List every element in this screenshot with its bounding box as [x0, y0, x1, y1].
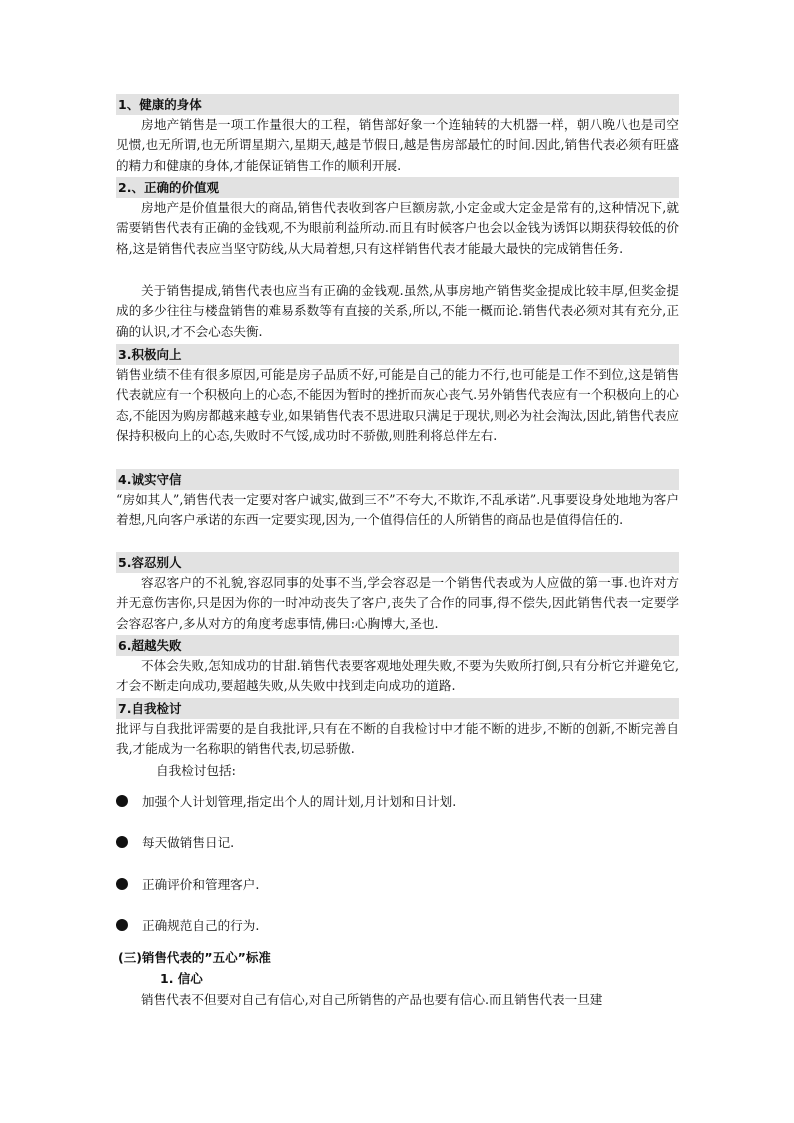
standard-paragraph: 销售代表不但要对自己有信心,对自己所销售的产品也要有信心.而且销售代表一旦建 [141, 992, 603, 1007]
list-item [116, 792, 679, 812]
list-item [116, 916, 679, 936]
section-heading-6: 6.超越失败 [116, 635, 679, 656]
section-4-paragraph: “房如其人”,销售代表一定要对客户诚实,做到三不”不夸大,不欺诈,不乱承诺”.凡事要设身处地地为客户着想,凡向客户承诺的东西一定要实现,因为,一个值得信任的人所销售的商品也是值得信任的. [116, 492, 679, 528]
section-3-paragraph: 销售业绩不佳有很多原因,可能是房子品质不好,可能是自己的能力不行,也可能是工作不到位,这是销售代表就应有一个积极向上的心态,不能因为暂时的挫折而灰心丧气.另外销售代表应有一个积极向上的心态,不能因为购房都越来越专业,如果销售代表不思进取只满足于现状,则必为社会淘汰,因此,销售代表应保持积极向上的心态,失败时不气馁,成功时不骄傲,则胜利将总伴左右. [116, 367, 679, 444]
section-heading-5: 5.容忍别人 [116, 552, 679, 573]
bullet-icon [116, 836, 128, 848]
section-2-paragraph-1: 房地产是价值量很大的商品,销售代表收到客户巨额房款,小定金或大定金是常有的,这种情况下,就需要销售代表有正确的金钱观,不为眼前利益所动.而且有时候客户也会以金钱为诱饵以期获得较低的价格,这是销售代表应当坚守防线,从大局着想,只有这样销售代表才能最大最快的完成销售任务. [116, 200, 679, 256]
list-item-text: 正确规范自己的行为. [142, 918, 260, 933]
list-item [116, 833, 679, 853]
list-item-text: 加强个人计划管理,指定出个人的周计划,月计划和日计划. [142, 794, 457, 809]
list-item-text: 正确评价和管理客户. [142, 877, 260, 892]
list-item-text: 每天做销售日记. [142, 835, 235, 850]
list-item [116, 875, 679, 895]
section-heading-2: 2.、正确的价值观 [116, 177, 679, 198]
self-review-intro: 自我检讨包括: [156, 763, 236, 778]
standard-heading: (三)销售代表的”五心”标准 [118, 950, 271, 965]
section-heading-7: 7.自我检讨 [116, 698, 679, 719]
bullet-icon [116, 878, 128, 890]
section-heading-1: 1、健康的身体 [116, 94, 679, 115]
section-1-paragraph: 房地产销售是一项工作量很大的工程，销售部好象一个连轴转的大机器一样，朝八晚八也是司空见惯,也无所谓,也无所谓星期六,星期天,越是节假日,越是售房部最忙的时间.因此,销售代表必须有旺盛的精力和健康的身体,才能保证销售工作的顺利开展. [116, 117, 679, 173]
section-2-paragraph-2: 关于销售提成,销售代表也应当有正确的金钱观.虽然,从事房地产销售奖金提成比较丰厚,但奖金提成的多少往往与楼盘销售的难易系数等有直接的关系,所以,不能一概而论.销售代表必须对其有充分,正确的认识,才不会心态失衡. [116, 283, 679, 339]
bullet-icon [116, 795, 128, 807]
standard-subheading: 1. 信心 [160, 971, 203, 986]
section-heading-3: 3.积极向上 [116, 344, 679, 365]
section-5-paragraph: 容忍客户的不礼貌,容忍同事的处事不当,学会容忍是一个销售代表或为人应做的第一事.也许对方并无意伤害你,只是因为你的一时冲动丧失了客户,丧失了合作的同事,得不偿失,因此销售代表一定要学会容忍客户,多从对方的角度考虑事情,佛曰:心胸博大,圣也. [116, 575, 679, 631]
section-7-paragraph: 批评与自我批评需要的是自我批评,只有在不断的自我检讨中才能不断的进步,不断的创新,不断完善自我,才能成为一名称职的销售代表,切忌骄傲. [116, 721, 679, 757]
section-6-paragraph: 不体会失败,怎知成功的甘甜.销售代表要客观地处理失败,不要为失败所打倒,只有分析它并避免它,才会不断走向成功,要超越失败,从失败中找到走向成功的道路. [116, 658, 679, 694]
bullet-icon [116, 919, 128, 931]
section-heading-4: 4.诚实守信 [116, 469, 679, 490]
